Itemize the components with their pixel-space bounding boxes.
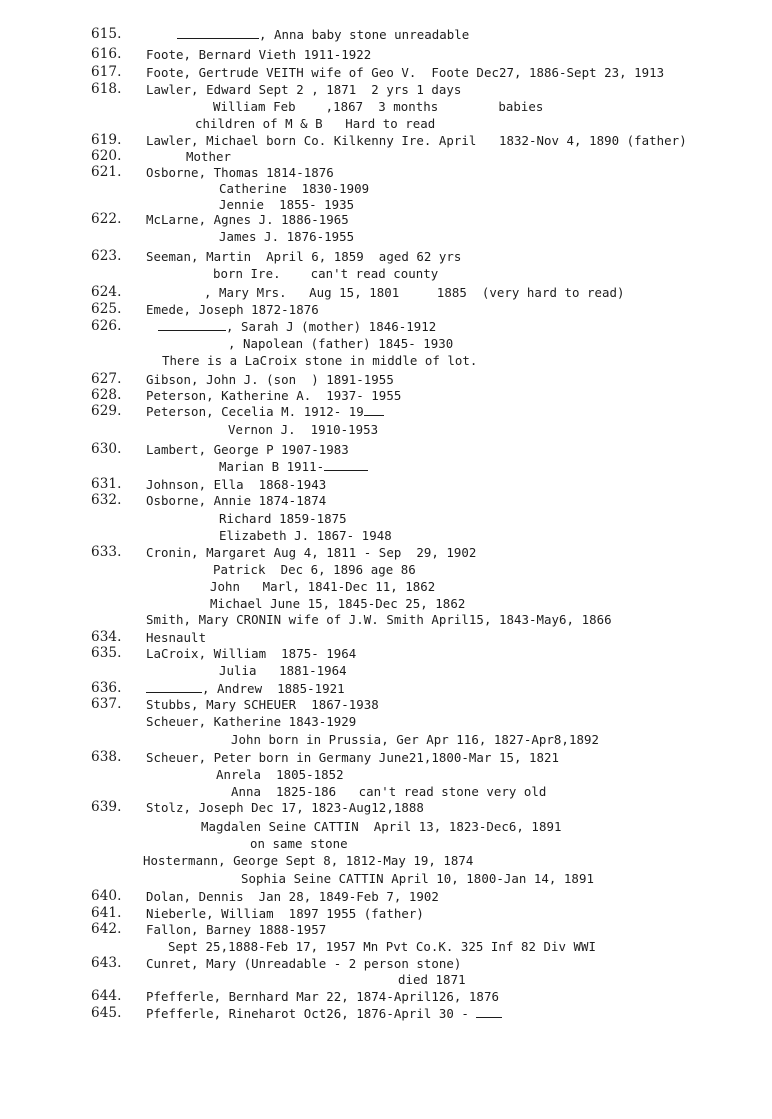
entry-number: 637.	[91, 696, 122, 712]
entry-641	[0, 905, 424, 922]
entry-615	[0, 26, 470, 43]
entry-line	[0, 852, 474, 869]
entry-text: Dolan, Dennis Jan 28, 1849-Feb 7, 1902	[146, 889, 439, 904]
entry-line	[0, 561, 416, 578]
entry-text: , Mary Mrs. Aug 15, 1801 1885 (very hard to read)	[204, 285, 625, 300]
entry-text: Peterson, Cecelia M. 1912- 19	[146, 404, 364, 419]
entry-623	[0, 248, 462, 265]
entry-text: Cronin, Margaret Aug 4, 1811 - Sep 29, 1902	[146, 545, 477, 560]
entry-number: 625.	[91, 301, 122, 317]
entry-number: 645.	[91, 1005, 122, 1021]
entry-text: There is a LaCroix stone in middle of lot.	[162, 353, 478, 368]
entry-number: 643.	[91, 955, 122, 971]
entry-number: 620.	[91, 148, 122, 164]
entry-number: 636.	[91, 680, 122, 696]
entry-text: Vernon J. 1910-1953	[228, 422, 379, 437]
entry-637	[0, 696, 379, 713]
entry-620	[0, 148, 232, 165]
entry-text: Foote, Gertrude VEITH wife of Geo V. Foote Dec27, 1886-Sept 23, 1913	[146, 65, 665, 80]
entry-text: Catherine 1830-1909	[219, 181, 370, 196]
blank-line	[476, 1005, 502, 1018]
entry-634	[0, 629, 207, 646]
entry-line	[0, 611, 612, 628]
entry-624	[0, 284, 625, 301]
entry-text: Mother	[186, 149, 232, 164]
entry-text: Hostermann, George Sept 8, 1812-May 19, 1874	[143, 853, 474, 868]
entry-text: Sophia Seine CATTIN April 10, 1800-Jan 14, 1891	[241, 871, 594, 886]
entry-618	[0, 81, 462, 98]
entry-text: Julia 1881-1964	[219, 663, 347, 678]
entry-line	[0, 335, 454, 352]
entry-631	[0, 476, 327, 493]
entry-text: Stolz, Joseph Dec 17, 1823-Aug12,1888	[146, 800, 424, 815]
entry-text: Stubbs, Mary SCHEUER 1867-1938	[146, 697, 379, 712]
entry-number: 623.	[91, 248, 122, 264]
entry-line	[0, 938, 597, 955]
entry-line	[0, 713, 357, 730]
blank-line	[158, 318, 226, 331]
entry-text: Smith, Mary CRONIN wife of J.W. Smith April15, 1843-May6, 1866	[146, 612, 612, 627]
entry-number: 627.	[91, 371, 122, 387]
entry-text: Seeman, Martin April 6, 1859 aged 62 yrs	[146, 249, 462, 264]
entry-line	[0, 180, 370, 197]
entry-text: Emede, Joseph 1872-1876	[146, 302, 319, 317]
entry-text: Scheuer, Peter born in Germany June21,1800-Mar 15, 1821	[146, 750, 560, 765]
entry-text: Nieberle, William 1897 1955 (father)	[146, 906, 424, 921]
entry-642	[0, 921, 327, 938]
entry-text: Anrela 1805-1852	[216, 767, 344, 782]
entry-626	[0, 318, 437, 335]
entry-text: Pfefferle, Rineharot Oct26, 1876-April 30 -	[146, 1006, 469, 1021]
entry-line	[0, 115, 436, 132]
entry-text: James J. 1876-1955	[219, 229, 355, 244]
entry-number: 641.	[91, 905, 122, 921]
entry-639	[0, 799, 424, 816]
entry-line	[0, 731, 599, 748]
entry-627	[0, 371, 394, 388]
entry-line	[0, 578, 436, 595]
entry-text: Magdalen Seine CATTIN April 13, 1823-Dec6, 1891	[201, 819, 562, 834]
entry-line	[0, 458, 325, 475]
entry-line	[0, 783, 547, 800]
entry-text: Johnson, Ella 1868-1943	[146, 477, 327, 492]
entry-635	[0, 645, 357, 662]
entry-line	[0, 228, 355, 245]
entry-line	[0, 818, 562, 835]
entry-text: Michael June 15, 1845-Dec 25, 1862	[210, 596, 466, 611]
entry-number: 628.	[91, 387, 122, 403]
entry-622	[0, 211, 349, 228]
entry-number: 630.	[91, 441, 122, 457]
entry-number: 621.	[91, 164, 122, 180]
entry-number: 639.	[91, 799, 122, 815]
entry-number: 638.	[91, 749, 122, 765]
entry-number: 619.	[91, 132, 122, 148]
entry-line	[0, 98, 544, 115]
entry-number: 618.	[91, 81, 122, 97]
entry-text: Foote, Bernard Vieth 1911-1922	[146, 47, 372, 62]
entry-text: Sept 25,1888-Feb 17, 1957 Mn Pvt Co.K. 325 Inf 82 Div WWI	[168, 939, 597, 954]
entry-number: 633.	[91, 544, 122, 560]
entry-line	[0, 595, 466, 612]
entry-line	[0, 835, 348, 852]
entry-number: 616.	[91, 46, 122, 62]
entry-number: 640.	[91, 888, 122, 904]
entry-text: died 1871	[398, 972, 466, 987]
entry-636	[0, 680, 345, 697]
entry-line	[0, 265, 439, 282]
entry-line	[0, 421, 379, 438]
entry-638	[0, 749, 560, 766]
entry-line	[0, 766, 344, 783]
entry-text: Gibson, John J. (son ) 1891-1955	[146, 372, 394, 387]
entry-text: McLarne, Agnes J. 1886-1965	[146, 212, 349, 227]
entry-644	[0, 988, 499, 1005]
entry-632	[0, 492, 327, 509]
entry-text: , Napolean (father) 1845- 1930	[228, 336, 454, 351]
entry-643	[0, 955, 462, 972]
entry-number: 632.	[91, 492, 122, 508]
entry-number: 644.	[91, 988, 122, 1004]
blank-line	[364, 403, 384, 416]
entry-619	[0, 132, 687, 149]
entry-text: LaCroix, William 1875- 1964	[146, 646, 357, 661]
entry-text: Osborne, Thomas 1814-1876	[146, 165, 334, 180]
entry-text: Fallon, Barney 1888-1957	[146, 922, 327, 937]
entry-text: , Andrew 1885-1921	[202, 681, 345, 696]
entry-number: 624.	[91, 284, 122, 300]
entry-640	[0, 888, 439, 905]
entry-number: 617.	[91, 64, 122, 80]
entry-text: children of M & B Hard to read	[195, 116, 436, 131]
entry-629	[0, 403, 364, 420]
entry-630	[0, 441, 349, 458]
entry-text: Lawler, Michael born Co. Kilkenny Ire. April 1832-Nov 4, 1890 (father)	[146, 133, 687, 148]
entry-line	[0, 510, 347, 527]
entry-text: Pfefferle, Bernhard Mar 22, 1874-April126, 1876	[146, 989, 499, 1004]
entry-number: 631.	[91, 476, 122, 492]
entry-text: , Anna baby stone unreadable	[259, 27, 470, 42]
entry-number: 622.	[91, 211, 122, 227]
entry-text: Lambert, George P 1907-1983	[146, 442, 349, 457]
entry-645	[0, 1005, 469, 1022]
entry-text: Lawler, Edward Sept 2 , 1871 2 yrs 1 days	[146, 82, 462, 97]
entry-617	[0, 64, 665, 81]
entry-text: Marian B 1911-	[219, 459, 325, 474]
entry-625	[0, 301, 319, 318]
entry-621	[0, 164, 334, 181]
entry-line	[0, 870, 594, 887]
entry-text: John Marl, 1841-Dec 11, 1862	[210, 579, 436, 594]
entry-633	[0, 544, 477, 561]
entry-text: Peterson, Katherine A. 1937- 1955	[146, 388, 402, 403]
entry-line	[0, 527, 392, 544]
entry-text: , Sarah J (mother) 1846-1912	[226, 319, 437, 334]
entry-text: Anna 1825-186 can't read stone very old	[231, 784, 547, 799]
entry-text: Richard 1859-1875	[219, 511, 347, 526]
entry-number: 635.	[91, 645, 122, 661]
entry-text: William Feb ,1867 3 months babies	[213, 99, 544, 114]
entry-text: Elizabeth J. 1867- 1948	[219, 528, 392, 543]
entry-number: 615.	[91, 26, 122, 42]
entry-text: Hesnault	[146, 630, 207, 645]
blank-line	[324, 458, 368, 471]
entry-text: born Ire. can't read county	[213, 266, 439, 281]
entry-616	[0, 46, 372, 63]
blank-line	[177, 26, 259, 39]
entry-text: Scheuer, Katherine 1843-1929	[146, 714, 357, 729]
entry-text: Patrick Dec 6, 1896 age 86	[213, 562, 416, 577]
blank-line	[146, 680, 202, 693]
entry-text: on same stone	[250, 836, 348, 851]
entry-number: 629.	[91, 403, 122, 419]
entry-text: Osborne, Annie 1874-1874	[146, 493, 327, 508]
entry-number: 626.	[91, 318, 122, 334]
entry-line	[0, 662, 347, 679]
entry-number: 634.	[91, 629, 122, 645]
entry-line	[0, 971, 466, 988]
entry-text: John born in Prussia, Ger Apr 116, 1827-Apr8,1892	[231, 732, 599, 747]
entry-628	[0, 387, 402, 404]
entry-text: Cunret, Mary (Unreadable - 2 person stone)	[146, 956, 462, 971]
entry-note	[0, 352, 478, 369]
entry-text: Jennie 1855- 1935	[219, 197, 355, 212]
entry-number: 642.	[91, 921, 122, 937]
